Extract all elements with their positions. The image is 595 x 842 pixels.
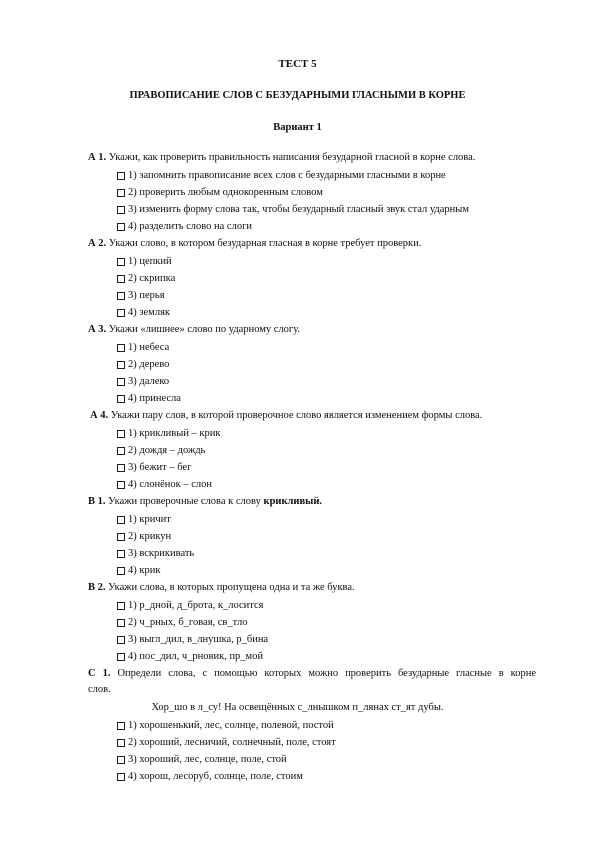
question-b2	[88, 582, 536, 594]
option-text: 2) дерево	[128, 359, 170, 370]
checkbox-icon[interactable]	[117, 567, 125, 575]
checkbox-icon[interactable]	[117, 223, 125, 231]
question-number: А 2.	[88, 238, 107, 249]
option-a2-4[interactable]	[117, 307, 170, 318]
checkbox-icon[interactable]	[117, 309, 125, 317]
checkbox-icon[interactable]	[117, 653, 125, 661]
option-text: 4) земляк	[128, 307, 170, 318]
example-sentence: Хор_шо в л_су! На освещённых с_лнышком п_лянах ст_ят дубы.	[151, 702, 444, 713]
option-text: 1) крикливый – крик	[128, 428, 221, 439]
checkbox-icon[interactable]	[117, 533, 125, 541]
option-text: 1) цепкий	[128, 256, 172, 267]
question-number: В 2.	[88, 582, 106, 593]
checkbox-icon[interactable]	[117, 275, 125, 283]
checkbox-icon[interactable]	[117, 550, 125, 558]
question-text: Определи слова, с помощью которых можно проверить безударные гласные в корне	[110, 668, 536, 679]
option-b1-3[interactable]	[117, 548, 194, 559]
option-text: 3) перья	[128, 290, 165, 301]
option-a1-1[interactable]	[117, 170, 446, 181]
checkbox-icon[interactable]	[117, 481, 125, 489]
checkbox-icon[interactable]	[117, 189, 125, 197]
option-text: 2) крикун	[128, 531, 172, 542]
option-a3-4[interactable]	[117, 393, 181, 404]
option-text: 2) ч_рных, б_говая, св_тло	[128, 617, 248, 628]
option-text: 2) хороший, лесничий, солнечный, поле, стоят	[128, 737, 336, 748]
checkbox-icon[interactable]	[117, 172, 125, 180]
test-title: ТЕСТ 5	[278, 58, 317, 70]
checkbox-icon[interactable]	[117, 292, 125, 300]
option-b1-4[interactable]	[117, 565, 160, 576]
question-text: Укажи «лишнее» слово по ударному слогу.	[106, 324, 301, 335]
option-text: 4) слонёнок – слон	[128, 479, 213, 490]
option-text: 4) хорош, лесоруб, солнце, поле, стоим	[128, 771, 303, 782]
option-c1-2[interactable]	[117, 737, 336, 748]
checkbox-icon[interactable]	[117, 344, 125, 352]
checkbox-icon[interactable]	[117, 602, 125, 610]
question-a4	[90, 410, 538, 422]
option-b1-2[interactable]	[117, 531, 171, 542]
question-text: Укажи проверочные слова к слову	[105, 496, 264, 507]
option-a3-1[interactable]	[117, 342, 169, 353]
checkbox-icon[interactable]	[117, 395, 125, 403]
checkbox-icon[interactable]	[117, 516, 125, 524]
option-text: 2) дождя – дождь	[128, 445, 206, 456]
option-text: 2) проверить любым однокоренным словом	[128, 187, 323, 198]
option-a4-1[interactable]	[117, 428, 221, 439]
option-text: 1) р_дной, д_брота, к_лосится	[128, 600, 264, 611]
question-number: А 4.	[90, 410, 109, 421]
checkbox-icon[interactable]	[117, 378, 125, 386]
checkbox-icon[interactable]	[117, 722, 125, 730]
option-text: 3) хороший, лес, солнце, поле, стой	[128, 754, 287, 765]
question-number: А 3.	[88, 324, 107, 335]
option-a3-2[interactable]	[117, 359, 169, 370]
checkbox-icon[interactable]	[117, 447, 125, 455]
option-b1-1[interactable]	[117, 514, 171, 525]
checkbox-icon[interactable]	[117, 636, 125, 644]
question-number: В 1.	[88, 496, 106, 507]
option-text: 4) крик	[128, 565, 161, 576]
option-a1-4[interactable]	[117, 221, 252, 232]
option-text: 3) бежит – бег	[128, 462, 192, 473]
checkbox-icon[interactable]	[117, 430, 125, 438]
option-c1-3[interactable]	[117, 754, 287, 765]
variant-label: Вариант 1	[273, 122, 322, 133]
option-c1-1[interactable]	[117, 720, 334, 731]
question-a1	[88, 152, 536, 164]
option-a2-2[interactable]	[117, 273, 175, 284]
question-b1	[88, 496, 536, 508]
checkbox-icon[interactable]	[117, 773, 125, 781]
checkbox-icon[interactable]	[117, 619, 125, 627]
option-b2-3[interactable]	[117, 634, 268, 645]
checkbox-icon[interactable]	[117, 361, 125, 369]
option-a3-3[interactable]	[117, 376, 169, 387]
option-b2-1[interactable]	[117, 600, 263, 611]
question-number: С 1.	[88, 668, 111, 679]
option-b2-2[interactable]	[117, 617, 247, 628]
option-a2-3[interactable]	[117, 290, 165, 301]
question-number: А 1.	[88, 152, 107, 163]
checkbox-icon[interactable]	[117, 739, 125, 747]
option-text: 3) далеко	[128, 376, 170, 387]
question-a2	[88, 238, 536, 250]
checkbox-icon[interactable]	[117, 464, 125, 472]
option-a1-3[interactable]	[117, 204, 469, 215]
option-text: 3) выгл_дил, в_лнушка, р_бина	[128, 634, 269, 645]
option-text: 4) пос_дил, ч_рновик, пр_мой	[128, 651, 264, 662]
option-text: 3) изменить форму слова так, чтобы безударный гласный звук стал ударным	[128, 204, 469, 215]
option-a4-3[interactable]	[117, 462, 191, 473]
question-c1	[88, 668, 536, 680]
question-text: Укажи, как проверить правильность написания безударной гласной в корне слова.	[106, 152, 476, 163]
option-text: 1) запомнить правописание всех слов с безударными гласными в корне	[128, 170, 446, 181]
checkbox-icon[interactable]	[117, 206, 125, 214]
option-b2-4[interactable]	[117, 651, 263, 662]
checkbox-icon[interactable]	[117, 756, 125, 764]
option-a4-4[interactable]	[117, 479, 212, 490]
option-text: 4) принесла	[128, 393, 181, 404]
test-subtitle: ПРАВОПИСАНИЕ СЛОВ С БЕЗУДАРНЫМИ ГЛАСНЫМИ В КОРНЕ	[129, 90, 466, 101]
option-a4-2[interactable]	[117, 445, 205, 456]
option-c1-4[interactable]	[117, 771, 303, 782]
option-a1-2[interactable]	[117, 187, 323, 198]
option-text: 3) вскрикивать	[128, 548, 195, 559]
question-c1-continued: слов.	[88, 684, 111, 695]
question-bold-word: крикливый.	[263, 496, 322, 507]
checkbox-icon[interactable]	[117, 258, 125, 266]
option-text: 1) хорошенький, лес, солнце, полевой, постой	[128, 720, 334, 731]
option-text: 1) кричит	[128, 514, 171, 525]
option-text: 1) небеса	[128, 342, 170, 353]
question-text: Укажи слово, в котором безударная гласная в корне требует проверки.	[106, 238, 422, 249]
option-a2-1[interactable]	[117, 256, 172, 267]
question-text: Укажи пару слов, в которой проверочное слово является изменением формы слова.	[108, 410, 483, 421]
option-text: 2) скрипка	[128, 273, 176, 284]
option-text: 4) разделить слово на слоги	[128, 221, 252, 232]
question-text: Укажи слова, в которых пропущена одна и та же буква.	[105, 582, 355, 593]
question-a3	[88, 324, 536, 336]
